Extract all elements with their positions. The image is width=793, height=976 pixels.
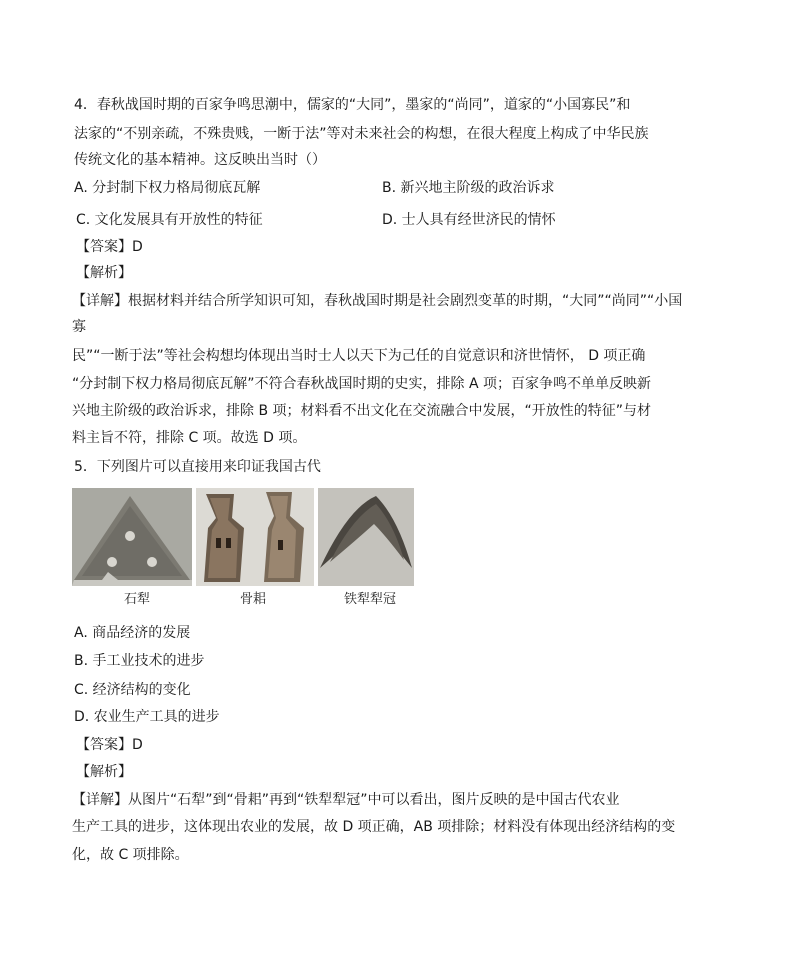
stone-plough-image — [72, 488, 192, 586]
q4-detail-line-1: 【详解】根据材料并结合所学知识可知，春秋战国时期是社会剧烈变革的时期，“大同”“尚同”“小国 — [72, 293, 683, 309]
caption-iron-plough-share: 铁犁犁冠 — [343, 592, 396, 607]
q5-option-d: D. 农业生产工具的进步 — [74, 709, 220, 725]
q4-detail-line-3: 民”“一断于法”等社会构想均体现出当时士人以天下为己任的自觉意识和济世情怀， D 项正确 — [72, 348, 646, 364]
q5-detail-line-3: 化，故 C 项排除。 — [72, 847, 189, 863]
q5-detail-line-1: 【详解】从图片“石犁”到“骨耜”再到“铁犁犁冠”中可以看出，图片反映的是中国古代农业 — [72, 792, 620, 808]
q4-detail-line-2: 寡 — [72, 319, 86, 335]
q5-option-a: A. 商品经济的发展 — [74, 625, 191, 641]
q4-option-d: D. 士人具有经世济民的情怀 — [382, 212, 556, 228]
q4-analysis-heading: 【解析】 — [76, 265, 132, 281]
q4-option-c: C. 文化发展具有开放性的特征 — [76, 212, 263, 228]
q4-detail-line-6: 料主旨不符，排除 C 项。故选 D 项。 — [72, 430, 307, 446]
caption-bone-spade: 骨耜 — [239, 592, 266, 607]
q4-detail-line-4: “分封制下权力格局彻底瓦解”不符合春秋战国时期的史实，排除 A 项；百家争鸣不单单反映新 — [72, 376, 651, 392]
q5-image-strip — [72, 488, 414, 610]
q5-option-c: C. 经济结构的变化 — [74, 682, 191, 698]
iron-plough-share-image — [318, 488, 414, 586]
q4-stem-line-2: 法家的“不别亲疏，不殊贵贱，一断于法”等对未来社会的构想，在很大程度上构成了中华民族 — [74, 126, 649, 142]
q4-stem-line-3: 传统文化的基本精神。这反映出当时（） — [74, 152, 326, 168]
q5-answer: 【答案】D — [76, 737, 143, 753]
q5-stem: 5．下列图片可以直接用来印证我国古代 — [74, 459, 321, 475]
q5-analysis-heading: 【解析】 — [76, 764, 132, 780]
q4-detail-line-5: 兴地主阶级的政治诉求，排除 B 项；材料看不出文化在交流融合中发展，“开放性的特征”与材 — [72, 403, 652, 419]
q4-option-a: A. 分封制下权力格局彻底瓦解 — [74, 180, 261, 196]
q4-stem-line-1: 4．春秋战国时期的百家争鸣思潮中，儒家的“大同”，墨家的“尚同”，道家的“小国寡民”和 — [74, 97, 631, 113]
bone-spade-image — [196, 488, 314, 586]
q5-detail-line-2: 生产工具的进步，这体现出农业的发展，故 D 项正确，AB 项排除；材料没有体现出经济结构的变 — [72, 819, 676, 835]
q5-option-b: B. 手工业技术的进步 — [74, 653, 205, 669]
q4-option-b: B. 新兴地主阶级的政治诉求 — [382, 180, 555, 196]
caption-stone-plough: 石犁 — [123, 592, 150, 607]
q4-answer: 【答案】D — [76, 239, 143, 255]
